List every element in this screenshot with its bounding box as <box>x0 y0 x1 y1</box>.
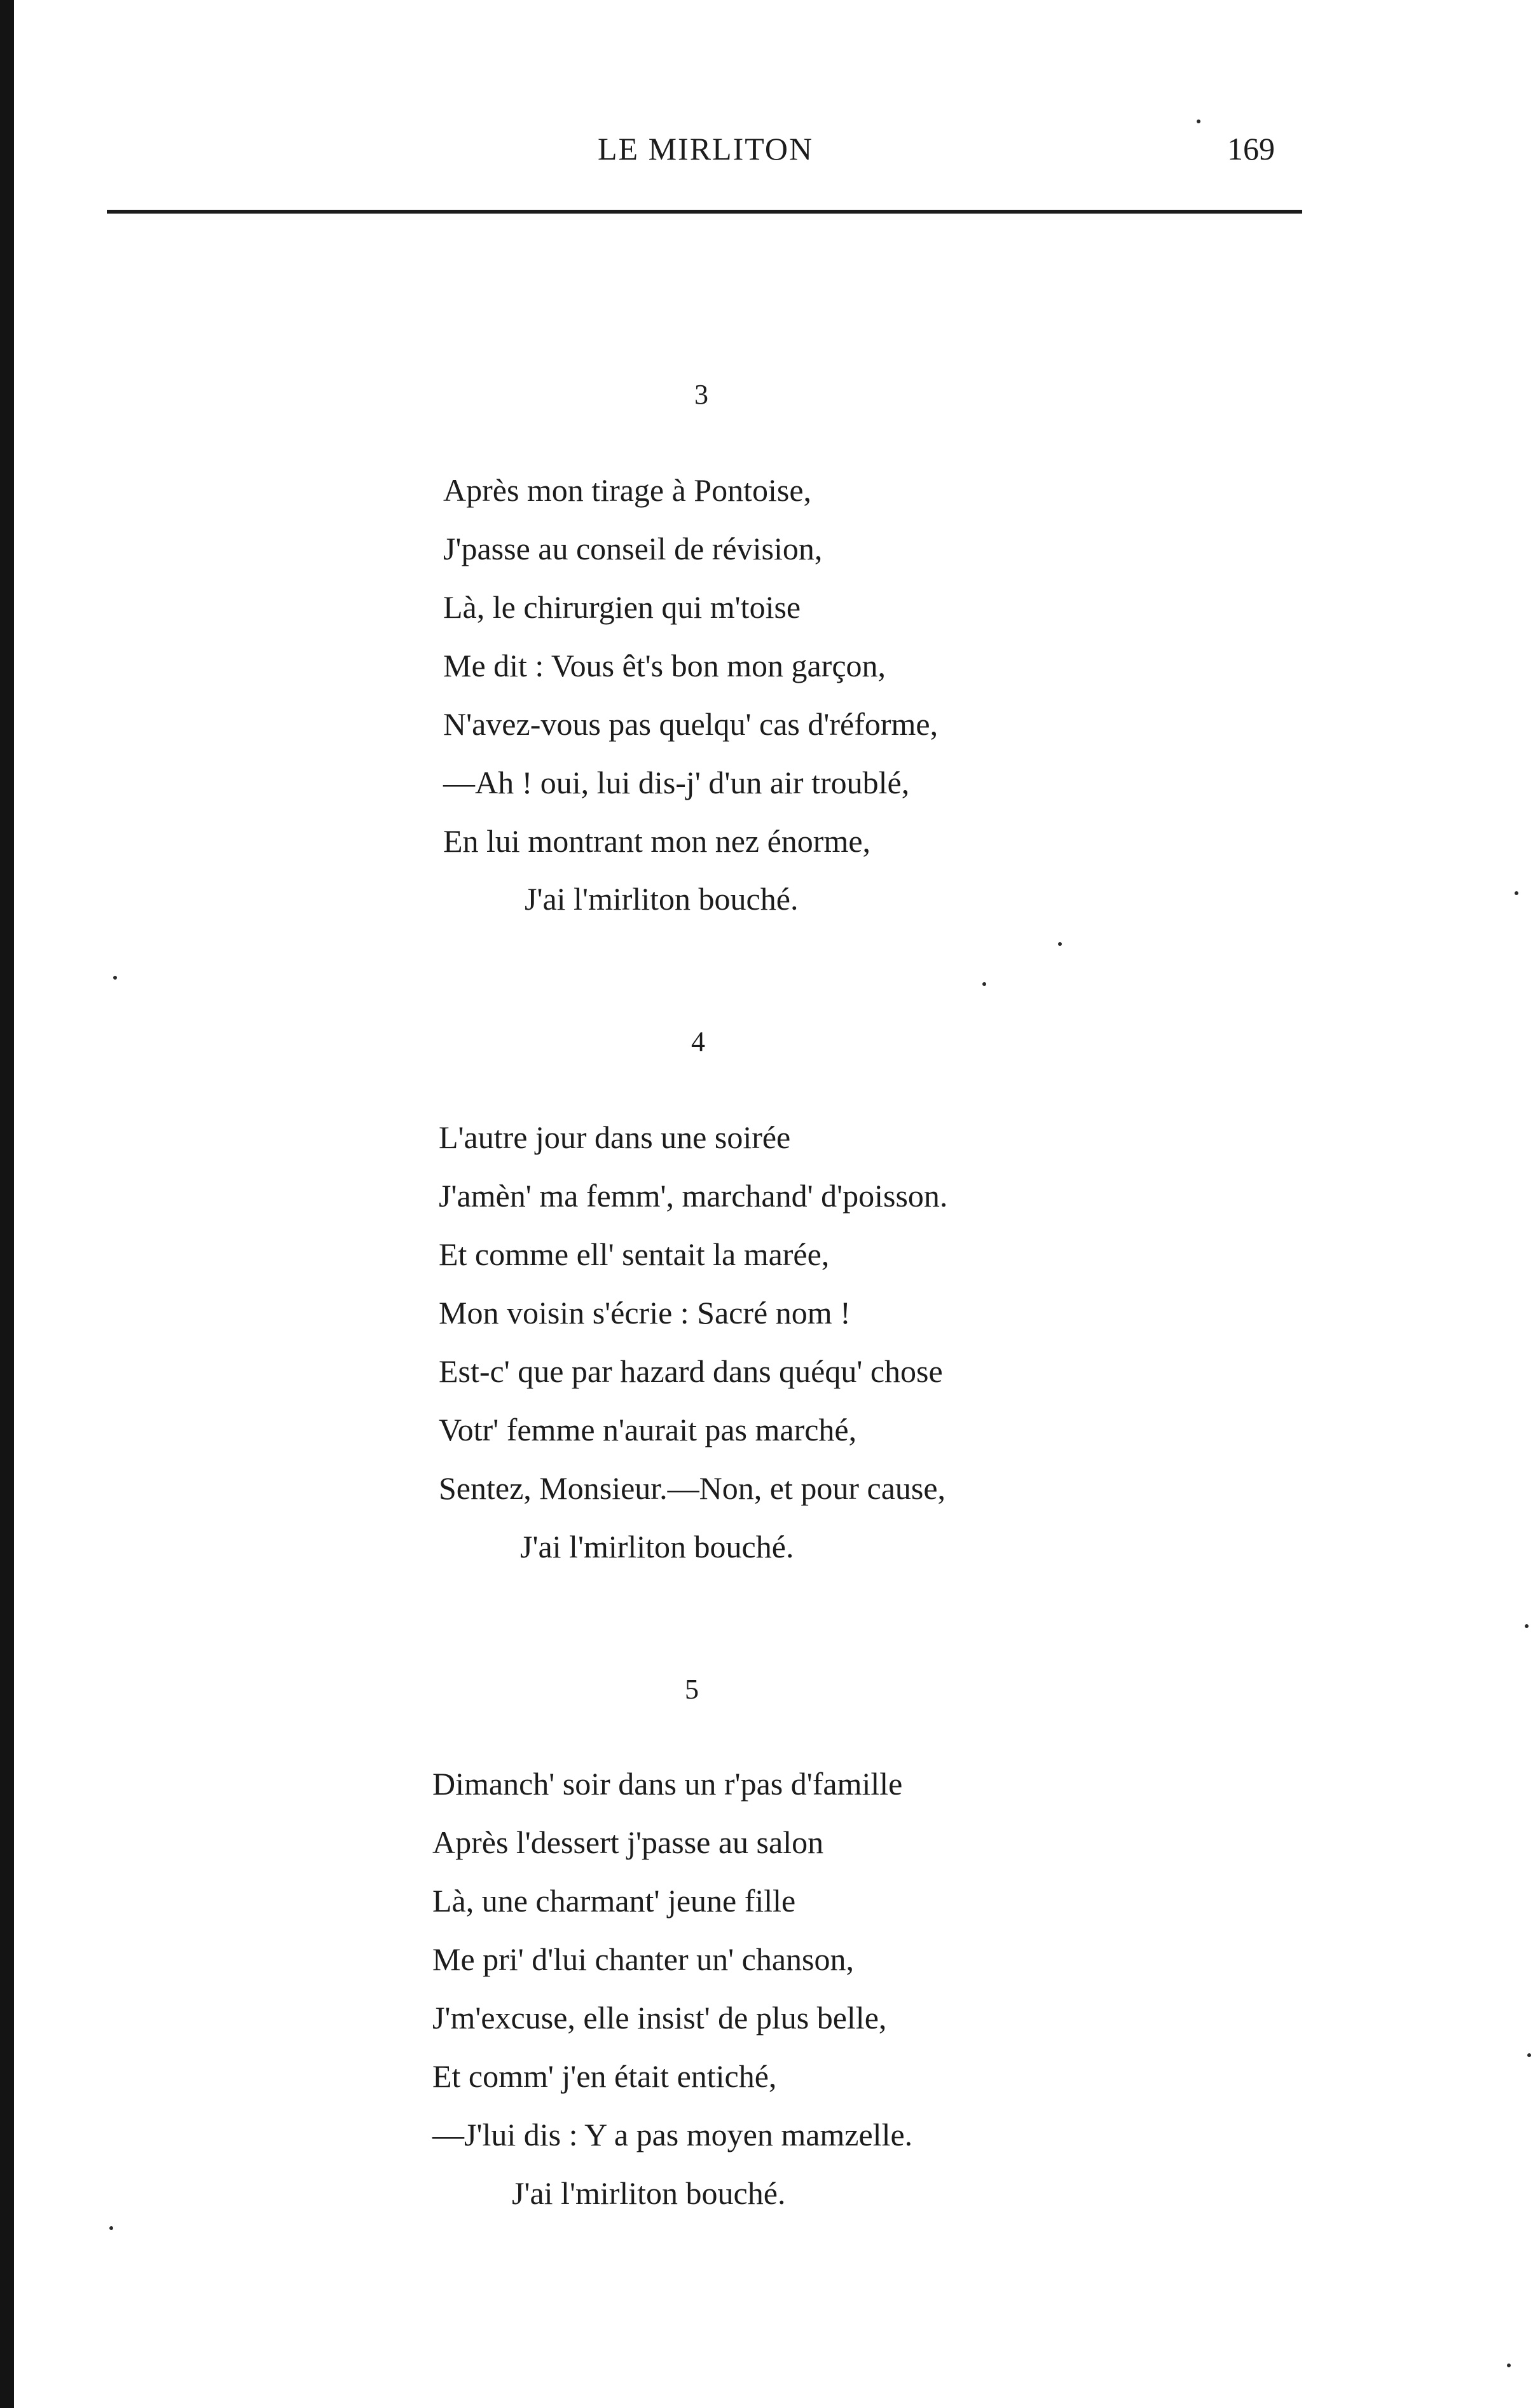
page-number: 169 <box>1227 131 1275 167</box>
scan-speck <box>1527 2053 1531 2057</box>
verse-line: L'autre jour dans une soirée <box>439 1119 791 1155</box>
verse-line: —J'lui dis : Y a pas moyen mamzelle. <box>432 2117 913 2152</box>
verse-line: —Ah ! oui, lui dis-j' d'un air troublé, <box>443 765 910 800</box>
stanza-number: 3 <box>694 379 708 410</box>
verse-line: Là, le chirurgien qui m'toise <box>443 589 801 625</box>
scan-speck <box>1507 2364 1511 2367</box>
header-rule <box>107 210 1302 214</box>
verse-line: Votr' femme n'aurait pas marché, <box>439 1412 857 1447</box>
verse-line: Après mon tirage à Pontoise, <box>443 472 812 508</box>
verse-line: N'avez-vous pas quelqu' cas d'réforme, <box>443 706 938 742</box>
verse-line: Après l'dessert j'passe au salon <box>432 1824 824 1860</box>
verse-line: Est-c' que par hazard dans quéqu' chose <box>439 1353 943 1389</box>
verse-line: J'm'excuse, elle insist' de plus belle, <box>432 2000 887 2035</box>
scan-speck <box>113 976 117 980</box>
running-head: LE MIRLITON <box>598 131 814 167</box>
stanza-number: 4 <box>691 1026 705 1057</box>
refrain-line: J'ai l'mirliton bouché. <box>525 881 799 917</box>
scan-speck <box>1058 942 1062 946</box>
verse-line: J'amèn' ma femm', marchand' d'poisson. <box>439 1178 948 1214</box>
scan-speck <box>1515 891 1518 895</box>
verse-line: Et comm' j'en était entiché, <box>432 2058 777 2094</box>
refrain-line: J'ai l'mirliton bouché. <box>512 2175 786 2211</box>
verse-line: Et comme ell' sentait la marée, <box>439 1236 830 1272</box>
scan-speck <box>1197 120 1200 123</box>
scan-speck <box>1525 1624 1529 1628</box>
verse-line: Me dit : Vous êt's bon mon garçon, <box>443 648 886 683</box>
scan-speck <box>109 2226 113 2230</box>
scan-speck <box>982 982 986 986</box>
page-edge-shadow <box>0 0 14 2408</box>
verse-line: Dimanch' soir dans un r'pas d'famille <box>432 1766 903 1802</box>
refrain-line: J'ai l'mirliton bouché. <box>520 1529 794 1564</box>
verse-line: Là, une charmant' jeune fille <box>432 1883 796 1919</box>
verse-line: En lui montrant mon nez énorme, <box>443 823 871 859</box>
verse-line: Me pri' d'lui chanter un' chanson, <box>432 1941 854 1977</box>
verse-line: Mon voisin s'écrie : Sacré nom ! <box>439 1295 851 1331</box>
verse-line: Sentez, Monsieur.—Non, et pour cause, <box>439 1470 946 1506</box>
verse-line: J'passe au conseil de révision, <box>443 531 823 566</box>
stanza-number: 5 <box>685 1674 699 1705</box>
